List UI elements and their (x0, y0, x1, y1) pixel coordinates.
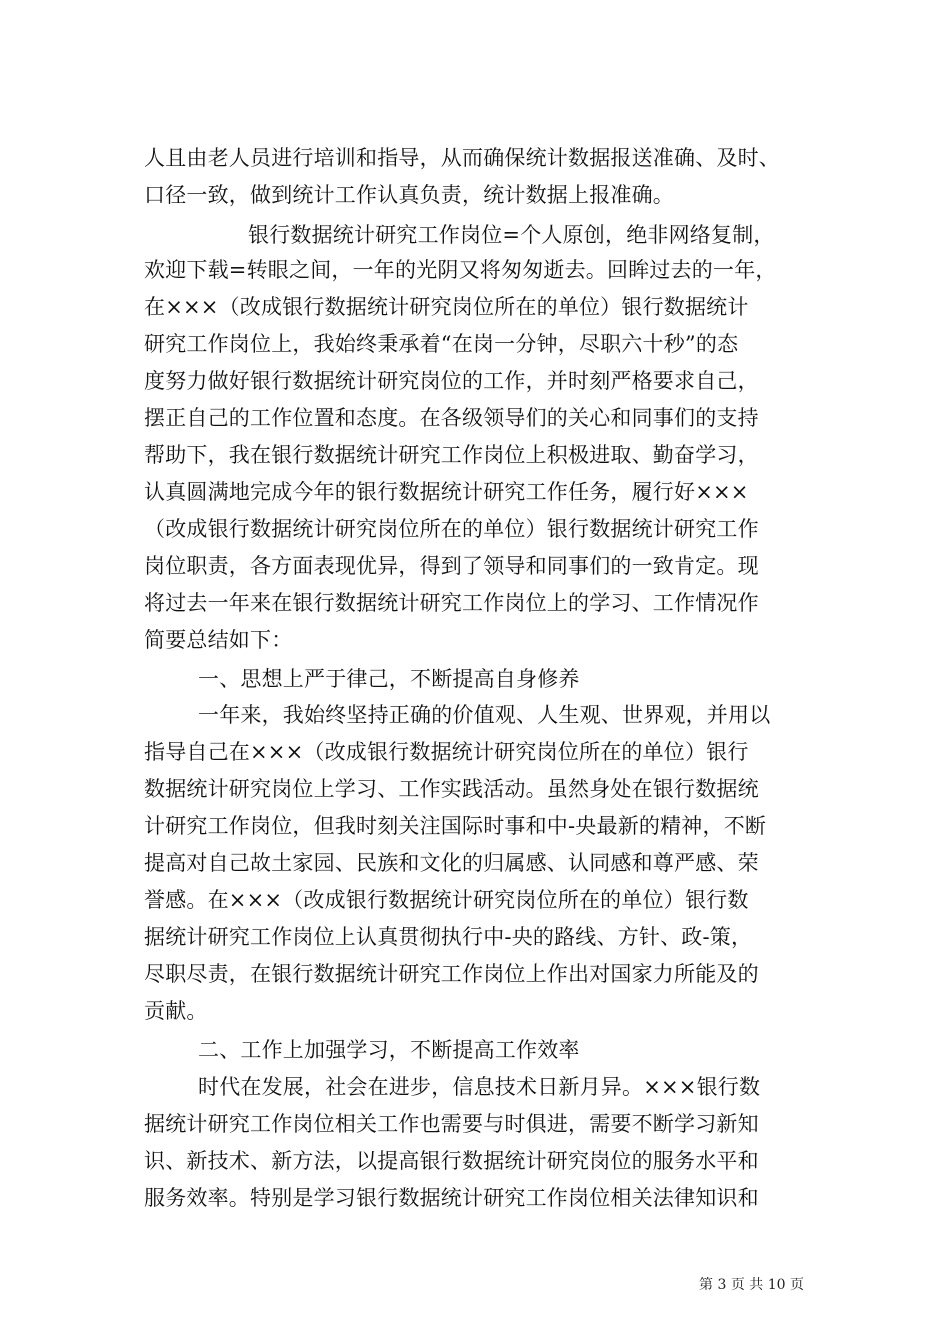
text-line: 欢迎下载=转眼之间，一年的光阴又将匆匆逝去。回眸过去的一年， (144, 258, 777, 282)
text-line: 据统计研究工作岗位上认真贯彻执行中-央的路线、方针、政-策， (144, 925, 753, 949)
text-line: 帮助下，我在银行数据统计研究工作岗位上积极进取、勤奋学习， (144, 443, 759, 467)
text-line: 誉感。在×××（改成银行数据统计研究岗位所在的单位）银行数 (144, 888, 749, 912)
section-heading: 二、工作上加强学习，不断提高工作效率 (198, 1038, 580, 1062)
text-line: 时代在发展，社会在进步，信息技术日新月异。×××银行数 (198, 1075, 761, 1099)
text-line: 据统计研究工作岗位相关工作也需要与时俱进，需要不断学习新知 (144, 1112, 759, 1136)
text-line: 摆正自己的工作位置和态度。在各级领导们的关心和同事们的支持 (144, 406, 759, 430)
text-line: 尽职尽责，在银行数据统计研究工作岗位上作出对国家力所能及的 (144, 962, 759, 986)
text-line: 简要总结如下： (144, 628, 293, 652)
text-line: 认真圆满地完成今年的银行数据统计研究工作任务，履行好××× (144, 480, 749, 504)
text-line: 岗位职责，各方面表现优异，得到了领导和同事们的一致肯定。现 (144, 554, 759, 578)
text-line: 人且由老人员进行培训和指导，从而确保统计数据报送准确、及时、 (144, 146, 780, 170)
text-line: 口径一致，做到统计工作认真负责，统计数据上报准确。 (144, 183, 674, 207)
text-line: 贡献。 (144, 999, 208, 1023)
text-line: 计研究工作岗位，但我时刻关注国际时事和中-央最新的精神，不断 (144, 814, 767, 838)
text-line: 将过去一年来在银行数据统计研究工作岗位上的学习、工作情况作 (144, 591, 759, 615)
text-line: 提高对自己故土家园、民族和文化的归属感、认同感和尊严感、荣 (144, 851, 759, 875)
text-line: 一年来，我始终坚持正确的价值观、人生观、世界观，并用以 (198, 703, 771, 727)
page-number-footer: 第 3 页 共 10 页 (699, 1277, 804, 1293)
text-line: 银行数据统计研究工作岗位=个人原创，绝非网络复制， (248, 223, 775, 247)
text-line: 研究工作岗位上，我始终秉承着“在岗一分钟，尽职六十秒”的态 (144, 332, 739, 356)
text-line: 在×××（改成银行数据统计研究岗位所在的单位）银行数据统计 (144, 295, 749, 319)
text-line: 服务效率。特别是学习银行数据统计研究工作岗位相关法律知识和 (144, 1186, 759, 1210)
text-line: （改成银行数据统计研究岗位所在的单位）银行数据统计研究工作 (144, 517, 759, 541)
text-line: 度努力做好银行数据统计研究岗位的工作，并时刻严格要求自己， (144, 369, 759, 393)
text-line: 识、新技术、新方法，以提高银行数据统计研究岗位的服务水平和 (144, 1149, 759, 1173)
text-line: 数据统计研究岗位上学习、工作实践活动。虽然身处在银行数据统 (144, 777, 759, 801)
text-line: 指导自己在×××（改成银行数据统计研究岗位所在的单位）银行 (144, 740, 749, 764)
section-heading: 一、思想上严于律己，不断提高自身修养 (198, 667, 580, 691)
